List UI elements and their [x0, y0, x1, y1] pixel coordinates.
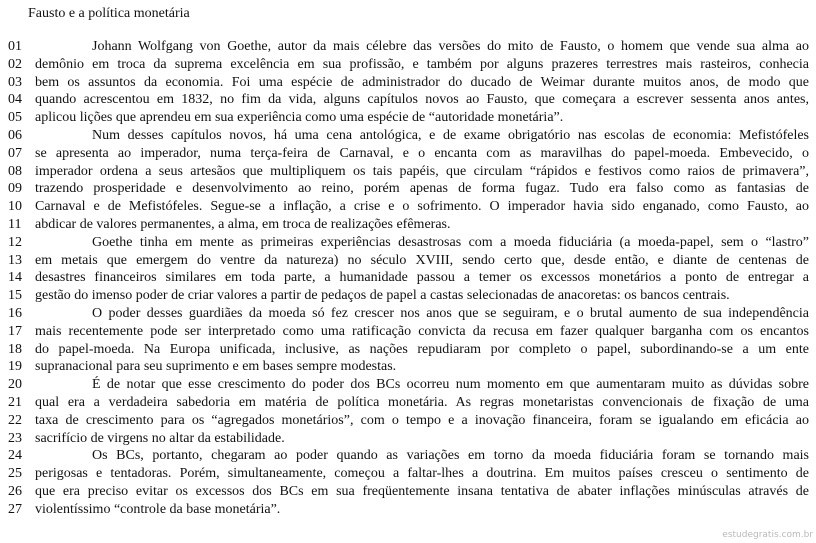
text-line — [8, 38, 809, 56]
line-number: 12 — [8, 234, 22, 250]
line-number: 10 — [8, 199, 22, 215]
line-number: 14 — [8, 270, 22, 286]
text-line — [8, 269, 809, 287]
line-number: 24 — [8, 448, 22, 464]
line-number: 27 — [8, 501, 22, 517]
line-text: trazendo prosperidade e desenvolvimento ao reino, porém apenas de forma fugaz. Tudo era falso como as fantasias de — [35, 181, 809, 197]
text-line — [8, 341, 809, 359]
line-text: Johann Wolfgang von Goethe, autor da mais célebre das versões do mito de Fausto, o homem que vende sua alma ao — [92, 39, 809, 54]
line-text: aplicou lições que aprendeu em sua experiência como uma espécie de “autoridade monetária”. — [35, 110, 564, 126]
line-text: O poder desses guardiães da moeda só fez crescer nos anos que se seguiram, e o brutal aumento de sua independência — [92, 305, 809, 321]
document-title: Fausto e a política monetária — [28, 6, 190, 21]
text-line — [8, 501, 809, 519]
text-line — [8, 127, 809, 145]
line-number: 21 — [8, 394, 22, 410]
text-line — [8, 483, 809, 501]
line-text: mais recentemente pode ser interpretado como uma ratificação convicta da recusa em fazer qualquer barganha com os encantos — [35, 323, 809, 339]
line-number: 13 — [8, 252, 22, 268]
line-text: taxa de crescimento para os “agregados monetários”, com o tempo e a inovação financeira, foram se igualando em eficácia ao — [35, 412, 809, 428]
line-text: quando acrescentou em 1832, no fim da vida, alguns capítulos novos ao Fausto, que começara a escrever sessenta anos antes, — [35, 92, 809, 108]
line-text: supranacional para seu suprimento e em bases sempre modestas. — [35, 359, 397, 375]
line-number: 23 — [8, 430, 22, 446]
line-text: bem os assuntos da economia. Foi uma espécie de administrador do ducado de Weimar durante muitos anos, de modo que — [35, 74, 809, 90]
line-text: gestão do imenso poder de criar valores a partir de pedaços de papel a castas selecionadas de anacoretas: os bancos centrais. — [35, 288, 730, 304]
text-line — [8, 305, 809, 323]
line-number: 01 — [8, 39, 22, 54]
line-number: 26 — [8, 483, 22, 499]
line-text: qual era a verdadeira sabedoria em matéria de política monetária. As regras monetaristas convencionais de fixação de uma — [35, 394, 809, 410]
line-text: que era preciso evitar os excessos dos BCs em sua freqüentemente insana tentativa de abater inflações minúsculas através de — [35, 483, 809, 499]
line-number: 09 — [8, 181, 22, 197]
text-line — [8, 180, 809, 198]
line-text: desastres financeiros similares em toda parte, a humanidade passou a temer os excessos monetários a ponto de entregar a — [35, 270, 809, 286]
line-text: perigosas e tentadoras. Porém, simultaneamente, começou a faltar-lhes a doutrina. Em muitos países cresceu o sentimento de — [35, 466, 809, 482]
text-line — [8, 234, 809, 252]
line-text: sacrifício de virgens no altar da estabilidade. — [35, 430, 285, 446]
line-text: imperador ordena a seus artesãos que multipliquem os tais papéis, que circulam “rápidos e festivos como raios de primavera”, — [35, 163, 809, 179]
text-line — [8, 376, 809, 394]
text-line — [8, 74, 809, 92]
line-text: em metais que emergem do ventre da natureza) no século XVIII, sendo certo que, desde então, e diante de centenas de — [35, 252, 809, 268]
text-line — [8, 163, 809, 181]
text-line — [8, 412, 809, 430]
line-number: 20 — [8, 377, 22, 393]
line-text: Carnaval e de Mefistófeles. Segue-se a inflação, a crise e o sofrimento. O imperador havia sido enganado, como Fausto, ao — [35, 199, 809, 215]
text-line — [8, 252, 809, 270]
text-line — [8, 56, 809, 74]
line-text: do papel-moeda. Na Europa unificada, inclusive, as nações repudiaram por completo o papel, subordinando-se a um ente — [35, 341, 809, 357]
text-line — [8, 358, 809, 376]
line-text: se apresenta ao imperador, numa terça-feira de Carnaval, e o encanta com as maravilhas do papel-moeda. Embevecido, o — [35, 145, 809, 161]
line-number: 03 — [8, 74, 22, 90]
numbered-text-body — [8, 38, 809, 519]
line-number: 17 — [8, 323, 22, 339]
text-line — [8, 287, 809, 305]
line-number: 22 — [8, 412, 22, 428]
line-number: 07 — [8, 145, 22, 161]
text-line — [8, 394, 809, 412]
line-number: 04 — [8, 92, 22, 108]
text-line — [8, 198, 809, 216]
line-number: 02 — [8, 56, 22, 72]
text-line — [8, 216, 809, 234]
line-text: Goethe tinha em mente as primeiras experiências desastrosas com a moeda fiduciária (a moeda-papel, sem o “lastro” — [92, 234, 809, 250]
line-number: 16 — [8, 305, 22, 321]
line-number: 19 — [8, 359, 22, 375]
line-text: Os BCs, portanto, chegaram ao poder quando as variações em torno da moeda fiduciária foram se tornando mais — [92, 448, 809, 464]
line-text: abdicar de valores permanentes, a alma, em troca de realizações efêmeras. — [35, 216, 451, 232]
text-line — [8, 91, 809, 109]
text-line — [8, 447, 809, 465]
line-number: 25 — [8, 466, 22, 482]
line-text: É de notar que esse crescimento do poder dos BCs ocorreu num momento em que aumentaram muito as dúvidas sobre — [92, 377, 809, 393]
text-line — [8, 109, 809, 127]
line-number: 05 — [8, 110, 22, 126]
line-number: 06 — [8, 127, 22, 143]
line-number: 18 — [8, 341, 22, 357]
line-number: 11 — [8, 216, 22, 232]
line-text: demônio em troca da suprema excelência em sua profissão, e também por alguns prazeres terrestres mais rasteiros, conhecia — [35, 56, 809, 72]
text-line — [8, 145, 809, 163]
line-number: 08 — [8, 163, 22, 179]
line-number: 15 — [8, 288, 22, 304]
site-watermark: estudegratis.com.br — [722, 530, 813, 540]
line-text: Num desses capítulos novos, há uma cena antológica, e de exame obrigatório nas escolas de economia: Mefistófeles — [92, 127, 809, 143]
line-text: violentíssimo “controle da base monetária”. — [35, 501, 281, 517]
text-line — [8, 430, 809, 448]
text-line — [8, 465, 809, 483]
text-line — [8, 323, 809, 341]
